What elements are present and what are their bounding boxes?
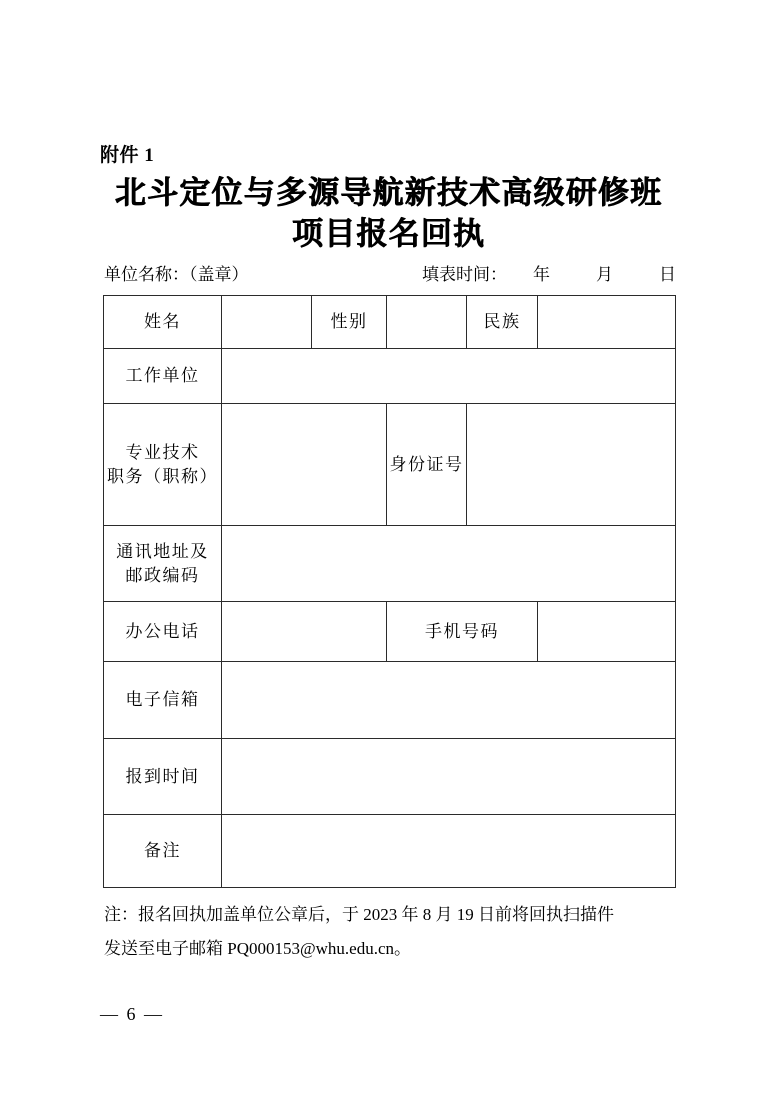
cell-label-office-phone: 办公电话 — [104, 602, 222, 662]
cell-input-gender[interactable] — [387, 296, 467, 349]
table-row-arrival-time — [104, 739, 676, 815]
cell-input-professional-title[interactable] — [222, 404, 387, 526]
document-title — [0, 172, 777, 254]
month-unit-label: 月 — [596, 265, 613, 284]
professional-title-line-1: 专业技术 — [125, 442, 200, 462]
title-line-1: 北斗定位与多源导航新技术高级研修班 — [114, 175, 663, 210]
unit-name-label: 单位名称：（盖章） — [104, 265, 249, 284]
address-line-2: 邮政编码 — [125, 565, 200, 585]
cell-input-name[interactable] — [222, 296, 312, 349]
note-line-1: 注：报名回执加盖单位公章后，于 2023 年 8 月 19 日前将回执扫描件 — [104, 905, 614, 924]
cell-label-work-unit: 工作单位 — [104, 349, 222, 404]
cell-label-gender: 性别 — [312, 296, 387, 349]
table-row-phone — [104, 602, 676, 662]
address-line-1: 通讯地址及 — [116, 541, 209, 561]
table-row-work-unit — [104, 349, 676, 404]
table-row-name — [104, 296, 676, 349]
cell-input-arrival-time[interactable] — [222, 739, 676, 815]
cell-input-remarks[interactable] — [222, 815, 676, 888]
cell-input-email[interactable] — [222, 662, 676, 739]
cell-label-id-number: 身份证号 — [387, 404, 467, 526]
registration-form-table — [103, 295, 676, 888]
cell-label-address — [104, 526, 222, 602]
cell-input-office-phone[interactable] — [222, 602, 387, 662]
cell-label-name: 姓名 — [104, 296, 222, 349]
attachment-label: 附件 1 — [100, 145, 155, 166]
year-unit-label: 年 — [533, 265, 550, 284]
note-line-2: 发送至电子邮箱 PQ000153@whu.edu.cn。 — [104, 939, 412, 958]
cell-input-id-number[interactable] — [467, 404, 676, 526]
table-row-email — [104, 662, 676, 739]
cell-input-ethnicity[interactable] — [538, 296, 676, 349]
cell-input-work-unit[interactable] — [222, 349, 676, 404]
cell-label-remarks: 备注 — [104, 815, 222, 888]
table-row-remarks — [104, 815, 676, 888]
cell-label-professional-title — [104, 404, 222, 526]
fill-date-group — [422, 264, 676, 286]
fill-date-label: 填表时间： — [422, 265, 507, 284]
table-row-address — [104, 526, 676, 602]
cell-label-email: 电子信箱 — [104, 662, 222, 739]
cell-label-arrival-time: 报到时间 — [104, 739, 222, 815]
cell-input-address[interactable] — [222, 526, 676, 602]
page-number: — 6 — — [100, 1004, 164, 1024]
form-note — [104, 898, 682, 966]
title-line-2: 项目报名回执 — [291, 216, 486, 251]
cell-input-mobile-phone[interactable] — [538, 602, 676, 662]
day-unit-label: 日 — [659, 265, 676, 284]
table-row-professional-title — [104, 404, 676, 526]
cell-label-ethnicity: 民族 — [467, 296, 538, 349]
professional-title-line-2: 职务（职称） — [107, 466, 218, 486]
cell-label-mobile-phone: 手机号码 — [387, 602, 538, 662]
